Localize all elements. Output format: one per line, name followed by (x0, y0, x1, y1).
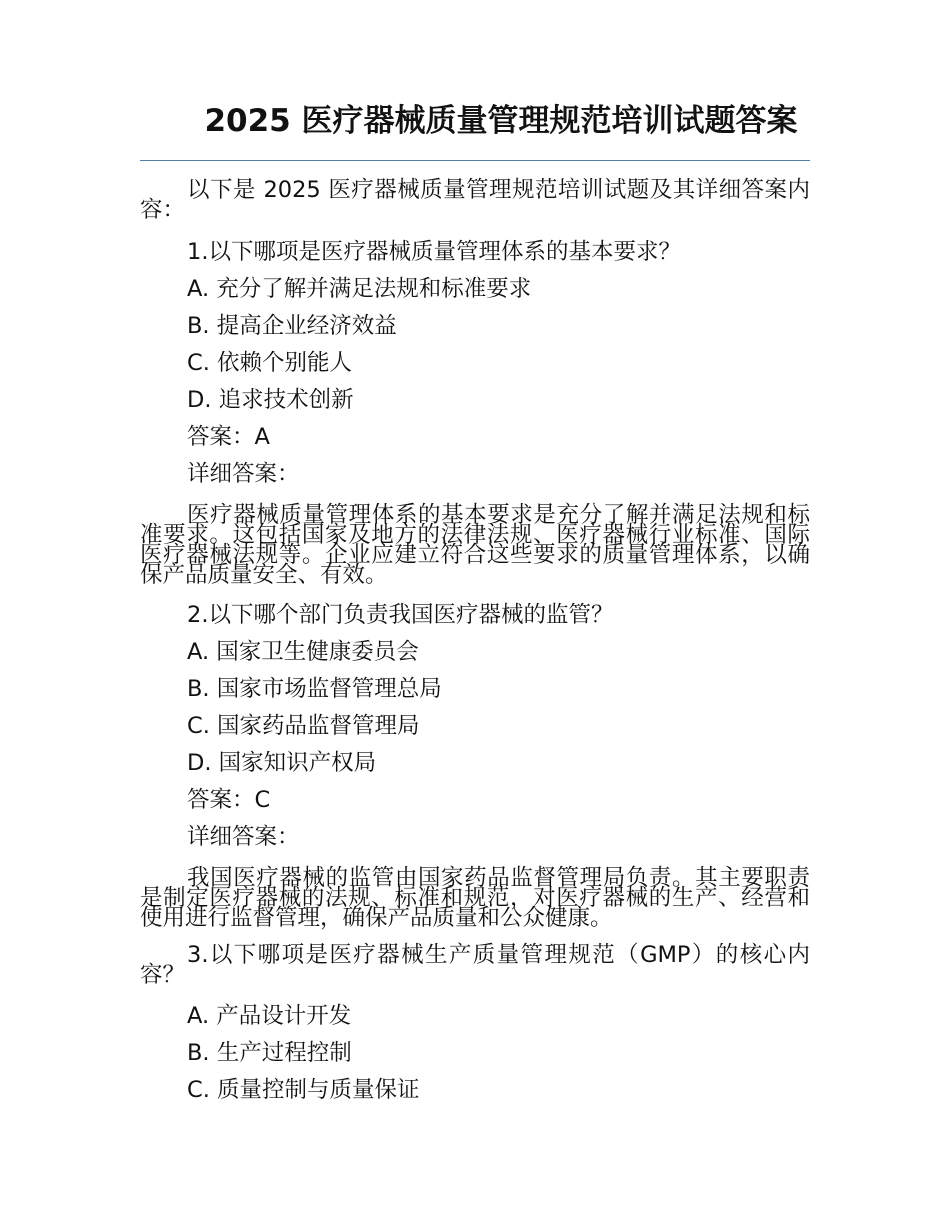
intro-paragraph: 以下是 2025 医疗器械质量管理规范培训试题及其详细答案内容： (140, 177, 810, 223)
option-item: D. 国家知识产权局 (187, 750, 377, 776)
option-item: C. 国家药品监督管理局 (187, 713, 420, 739)
question-3-options (140, 998, 810, 1109)
option-item: B. 生产过程控制 (187, 1040, 352, 1066)
option-item: A. 产品设计开发 (187, 1003, 352, 1029)
question-1 (140, 234, 810, 493)
detail-label: 详细答案： (187, 824, 300, 850)
question-stem: 2.以下哪个部门负责我国医疗器械的监管？ (187, 602, 614, 628)
answer-text: 答案：C (187, 787, 271, 813)
document-title: 2025 医疗器械质量管理规范培训试题答案 (204, 103, 798, 139)
title-underline (140, 160, 810, 161)
question-2 (140, 597, 810, 856)
option-item: C. 质量控制与质量保证 (187, 1077, 420, 1103)
option-item: A. 充分了解并满足法规和标准要求 (187, 276, 532, 302)
option-item: A. 国家卫生健康委员会 (187, 639, 419, 665)
option-item: B. 国家市场监督管理总局 (187, 676, 442, 702)
option-item: D. 追求技术创新 (187, 387, 354, 413)
question-stem: 1.以下哪项是医疗器械质量管理体系的基本要求？ (187, 239, 681, 265)
option-item: B. 提高企业经济效益 (187, 313, 397, 339)
option-item: C. 依赖个别能人 (187, 350, 353, 376)
detail-label: 详细答案： (187, 461, 300, 487)
question-stem: 3.以下哪项是医疗器械生产质量管理规范（GMP）的核心内容？ (140, 942, 810, 988)
detail-paragraph: 我国医疗器械的监管由国家药品监督管理局负责。其主要职责是制定医疗器械的法规、标准和规范，对医疗器械的生产、经营和使用进行监督管理，确保产品质量和公众健康。 (140, 865, 810, 931)
detail-paragraph: 医疗器械质量管理体系的基本要求是充分了解并满足法规和标准要求。这包括国家及地方的法律法规、医疗器械行业标准、国际医疗器械法规等。企业应建立符合这些要求的质量管理体系，以确保产品质量安全、有效。 (140, 502, 810, 588)
answer-text: 答案：A (187, 424, 270, 450)
